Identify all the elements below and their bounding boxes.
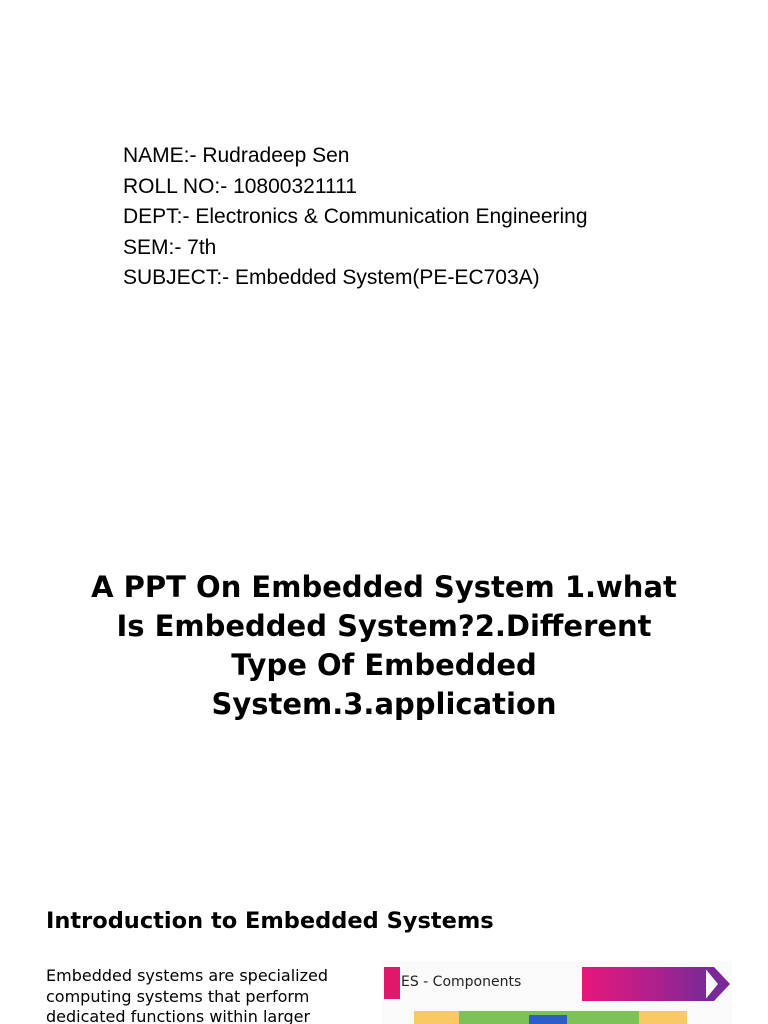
student-info-block	[123, 141, 588, 294]
presentation-title	[40, 568, 728, 724]
diagram-block-yellow-right	[639, 1011, 687, 1024]
intro-line-1: Embedded systems are specialized	[46, 966, 328, 985]
student-department: DEPT:- Electronics & Communication Engineering	[123, 205, 588, 228]
diagram-block-blue	[529, 1015, 567, 1024]
intro-paragraph	[46, 966, 366, 1024]
diagram-label: ES - Components	[401, 974, 522, 990]
section-heading: Introduction to Embedded Systems	[46, 908, 494, 934]
intro-line-2: computing systems that perform	[46, 986, 310, 1006]
title-line-4: System.3.application	[211, 687, 557, 721]
diagram-gradient-banner	[582, 967, 706, 1001]
title-line-2: Is Embedded System?2.Different	[116, 609, 652, 643]
es-components-diagram	[382, 961, 732, 1024]
student-roll-number: ROLL NO:- 10800321111	[123, 174, 357, 198]
title-line-3: Type Of Embedded	[231, 648, 537, 682]
diagram-accent-bar	[384, 967, 400, 999]
intro-line-3: dedicated functions within larger	[46, 1007, 311, 1024]
diagram-block-yellow-left	[414, 1011, 459, 1024]
chevron-right-icon	[704, 967, 730, 1001]
student-name: NAME:- Rudradeep Sen	[123, 144, 350, 167]
title-line-1: A PPT On Embedded System 1.what	[91, 570, 677, 604]
student-semester: SEM:- 7th	[123, 235, 217, 259]
student-subject: SUBJECT:- Embedded System(PE-EC703A)	[123, 266, 540, 289]
